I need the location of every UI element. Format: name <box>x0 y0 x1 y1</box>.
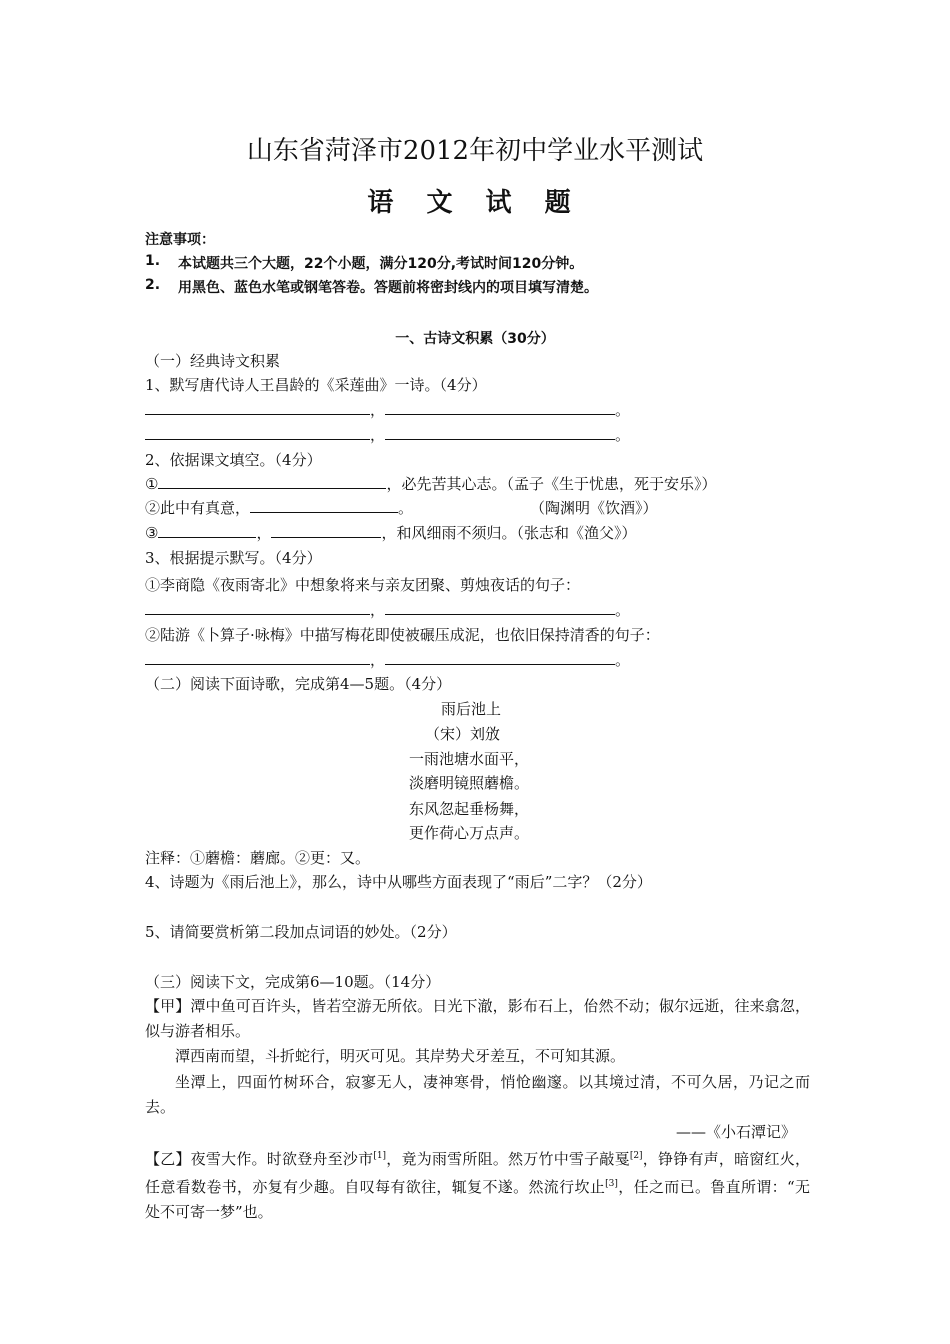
notice-item-2-num: 2. <box>145 277 161 293</box>
answer-blank[interactable] <box>158 474 386 489</box>
page-subtitle: 语 文 试 题 <box>367 188 583 218</box>
answer-row-1-2: ， 。 <box>145 425 630 445</box>
poem-note: 注释：①蘑檐：蘑廊。②更：又。 <box>145 849 371 867</box>
question-2-2-source: （陶渊明《饮酒》） <box>530 499 658 517</box>
question-1: 1、默写唐代诗人王昌龄的《采莲曲》一诗。（4分） <box>145 376 487 394</box>
question-2-3: ③ ， ，和风细雨不须归。（张志和《渔父》） <box>145 524 637 542</box>
question-4: 4、诗题为《雨后池上》，那么，诗中从哪些方面表现了“雨后”二字？（2分） <box>145 873 652 891</box>
footnote-3: [3] <box>605 1179 618 1189</box>
footnote-2: [2] <box>629 1151 643 1161</box>
passage-jia-source: ——《小石潭记》 <box>676 1123 797 1141</box>
answer-blank[interactable] <box>385 400 615 415</box>
passage-jia-paragraph-1: 【甲】潭中鱼可百许头，皆若空游无所依。日光下澈，影布石上，佁然不动；俶尔远逝，往来翕忽，似与游者相乐。 <box>145 997 810 1040</box>
passage-yi: 【乙】夜雪大作。时欲登舟至沙市[1]，竟为雨雪所阻。然万竹中雪子敲戛[2]，铮铮有声，暗窗红火，任意看数卷书，亦复有少趣。自叹每有欲往，辄复不遂。然流行坎止[3]，任之而已。鲁直所谓：“无处不可寄一梦”也。 <box>145 1150 810 1221</box>
poem-line-2: 淡磨明镜照蘑檐。 <box>409 774 530 792</box>
answer-row-1-1: ， 。 <box>145 400 630 420</box>
notice-item-1-num: 1. <box>145 253 161 269</box>
page-title: 山东省菏泽市2012年初中学业水平测试 <box>246 136 704 166</box>
answer-blank[interactable] <box>145 400 370 415</box>
notice-item-2: 用黑色、蓝色水笔或钢笔答卷。答题前将密封线内的项目填写清楚。 <box>178 280 598 296</box>
answer-blank[interactable] <box>145 425 370 440</box>
answer-blank[interactable] <box>145 600 370 615</box>
poem-line-3: 东风忽起垂杨舞， <box>409 800 530 818</box>
part-2-heading: （二）阅读下面诗歌，完成第4—5题。（4分） <box>145 675 452 693</box>
poem-line-4: 更作荷心万点声。 <box>409 824 530 842</box>
passage-jia-paragraph-3: 坐潭上，四面竹树环合，寂寥无人，凄神寒骨，悄怆幽邃。以其境过清，不可久居，乃记之而去。 <box>145 1073 810 1116</box>
notice-item-1: 本试题共三个大题，22个小题，满分120分,考试时间120分钟。 <box>178 256 584 272</box>
answer-row-3-1: ， 。 <box>145 600 630 620</box>
answer-row-3-2: ， 。 <box>145 650 630 670</box>
part-3-heading: （三）阅读下文，完成第6—10题。（14分） <box>145 973 441 991</box>
answer-blank[interactable] <box>385 650 615 665</box>
question-3: 3、根据提示默写。（4分） <box>145 549 322 567</box>
notice-heading: 注意事项： <box>145 232 215 248</box>
question-2-2: ②此中有真意， 。 <box>145 499 414 517</box>
answer-blank[interactable] <box>145 650 370 665</box>
poem-title: 雨后池上 <box>441 700 502 718</box>
question-5: 5、请简要赏析第二段加点词语的妙处。（2分） <box>145 923 457 941</box>
passage-jia-paragraph-2: 潭西南而望，斗折蛇行，明灭可见。其岸势犬牙差互，不可知其源。 <box>175 1047 626 1065</box>
answer-blank[interactable] <box>158 523 256 538</box>
poem-author: （宋）刘攽 <box>425 725 501 743</box>
poem-line-1: 一雨池塘水面平， <box>409 750 530 768</box>
section-1-title: 一、古诗文积累（30分） <box>395 331 555 347</box>
question-2: 2、依据课文填空。（4分） <box>145 451 322 469</box>
answer-blank[interactable] <box>250 498 398 513</box>
question-3-1: ①李商隐《夜雨寄北》中想象将来与亲友团聚、剪烛夜话的句子： <box>145 576 581 594</box>
answer-blank[interactable] <box>271 523 381 538</box>
answer-blank[interactable] <box>385 425 615 440</box>
footnote-1: [1] <box>373 1151 387 1161</box>
question-3-2: ②陆游《卜算子·咏梅》中描写梅花即使被碾压成泥，也依旧保持清香的句子： <box>145 626 660 644</box>
part-1-heading: （一）经典诗文积累 <box>145 352 281 370</box>
answer-blank[interactable] <box>385 600 615 615</box>
question-2-1: ① ，必先苦其心志。（孟子《生于忧患，死于安乐》） <box>145 475 717 493</box>
